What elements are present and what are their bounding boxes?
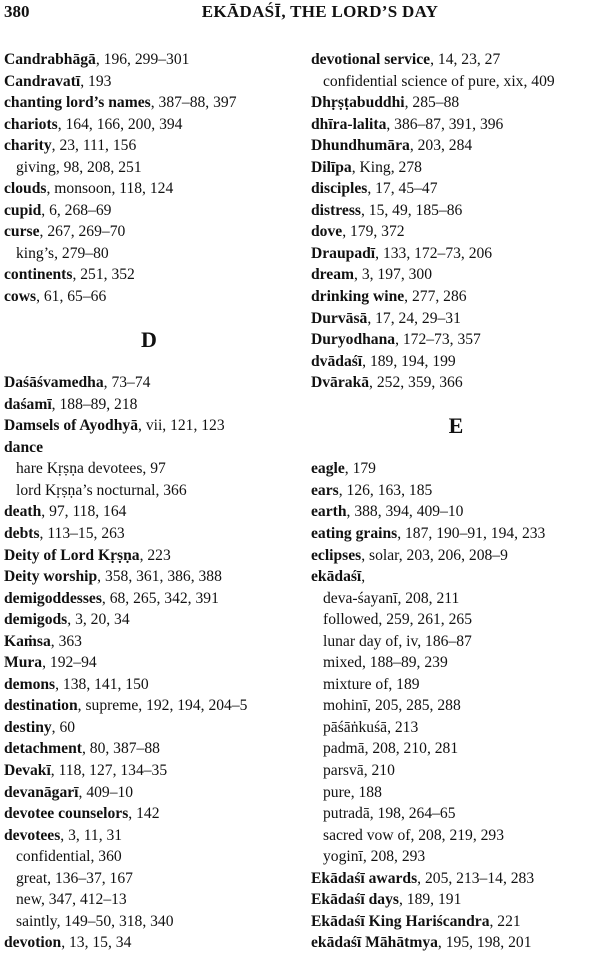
- index-entry: [4, 92, 294, 114]
- index-subentry: sacred vow of, 208, 219, 293: [323, 826, 505, 844]
- index-term: chariots: [4, 115, 58, 133]
- index-page-refs: , 68, 265, 342, 391: [101, 589, 219, 607]
- index-term: daśamī: [4, 395, 52, 413]
- index-subentry: confidential, 360: [16, 848, 122, 866]
- index-entry: [311, 135, 600, 157]
- index-page-refs: , 388, 394, 409–10: [346, 503, 464, 521]
- index-entry: [311, 49, 600, 71]
- index-page-refs: , 205, 213–14, 283: [417, 869, 535, 887]
- index-term: devotion: [4, 934, 62, 952]
- index-subentry: giving, 98, 208, 251: [16, 158, 142, 176]
- index-term: chanting lord’s names: [4, 94, 151, 112]
- index-term: dance: [4, 438, 43, 456]
- index-page-refs: , monsoon, 118, 124: [46, 180, 174, 198]
- index-term: dove: [311, 223, 343, 241]
- index-entry: [4, 652, 294, 674]
- index-term: Kaṁsa: [4, 632, 51, 650]
- index-page-refs: , 13, 15, 34: [61, 934, 132, 952]
- index-term: Candravatī: [4, 72, 81, 90]
- index-entry: [311, 501, 600, 523]
- index-term: devotee counselors: [4, 805, 129, 823]
- index-term: disciples: [311, 180, 368, 198]
- index-entry: [311, 308, 600, 330]
- index-page-refs: , 189, 191: [398, 891, 462, 909]
- index-subentry: mixture of, 189: [323, 675, 420, 693]
- index-entry: [311, 286, 600, 308]
- index-entry: [311, 221, 600, 243]
- index-term: death: [4, 503, 42, 521]
- index-entry: [311, 458, 600, 480]
- index-term: Damsels of Ayodhyā: [4, 417, 139, 435]
- index-term: cows: [4, 288, 37, 306]
- index-page-refs: , 133, 172–73, 206: [375, 244, 493, 262]
- index-page-refs: , 23, 111, 156: [51, 137, 137, 155]
- index-term: Dhundhumāra: [311, 137, 410, 155]
- index-page-refs: , 252, 359, 366: [369, 374, 463, 392]
- index-page-refs: , 409–10: [78, 783, 134, 801]
- index-page-refs: , 251, 352: [72, 266, 135, 284]
- section-letter-heading: D: [141, 326, 157, 352]
- index-page-refs: , 61, 65–66: [36, 288, 107, 306]
- index-subentry: king’s, 279–80: [16, 244, 109, 262]
- index-term: ekādaśī: [311, 568, 362, 586]
- index-page-refs: , 192–94: [42, 654, 97, 672]
- index-entry: [311, 157, 600, 179]
- index-entry: [4, 178, 294, 200]
- index-page-refs: , 126, 163, 185: [338, 481, 433, 499]
- index-subentry: lord Kṛṣṇa’s nocturnal, 366: [16, 481, 187, 499]
- index-page-refs: , 267, 269–70: [39, 223, 126, 241]
- index-entry: [311, 889, 600, 911]
- index-term: eagle: [311, 460, 345, 478]
- index-page-refs: , 73–74: [103, 374, 151, 392]
- index-term: Dvārakā: [311, 374, 370, 392]
- index-term: devanāgarī: [4, 783, 79, 801]
- index-term: Devakī: [4, 762, 51, 779]
- index-term: Mura: [4, 654, 43, 672]
- index-subentry: saintly, 149–50, 318, 340: [16, 912, 174, 930]
- index-term: Durvāsā: [311, 309, 368, 327]
- index-page-refs: , 138, 141, 150: [55, 675, 149, 693]
- index-page-refs: , 387–88, 397: [150, 94, 237, 112]
- index-term: Duryodhana: [311, 331, 396, 349]
- index-subentry: followed, 259, 261, 265: [323, 611, 472, 629]
- index-entry: [311, 566, 600, 588]
- index-entry: [4, 588, 294, 610]
- index-page-refs: , 3, 197, 300: [354, 266, 432, 284]
- index-entry: [4, 717, 294, 739]
- index-page-refs: , 179, 372: [342, 223, 405, 241]
- index-page-refs: , 14, 23, 27: [430, 51, 501, 68]
- index-term: Deity of Lord Kṛṣṇa: [4, 546, 140, 564]
- index-term: destination: [4, 697, 78, 715]
- index-page-refs: , 179: [344, 460, 376, 478]
- index-page-refs: , 164, 166, 200, 394: [57, 115, 183, 133]
- index-page-refs: , 189, 194, 199: [362, 352, 456, 370]
- index-entry: [4, 825, 294, 847]
- index-page-refs: , 3, 11, 31: [60, 826, 123, 844]
- index-term: distress: [311, 201, 361, 219]
- page-header: [0, 0, 600, 28]
- index-term: dvādaśī: [311, 352, 363, 370]
- index-page-refs: , 80, 387–88: [81, 740, 160, 758]
- index-subentry: confidential science of pure, xix, 409: [323, 72, 555, 90]
- index-entry: [311, 480, 600, 502]
- index-term: demons: [4, 675, 56, 693]
- index-entry: [311, 178, 600, 200]
- index-entry: [4, 501, 294, 523]
- index-term: cupid: [4, 201, 42, 219]
- index-page-refs: , 195, 198, 201: [437, 934, 532, 952]
- index-term: destiny: [4, 718, 52, 736]
- index-page-refs: ,: [361, 568, 366, 586]
- index-term: demigoddesses: [4, 589, 102, 607]
- index-column-right: [311, 49, 600, 954]
- index-entry: [4, 437, 294, 459]
- index-term: debts: [4, 524, 40, 542]
- index-entry: [311, 92, 600, 114]
- index-entry: [4, 114, 294, 136]
- index-term: Dhṛṣṭabuddhi: [311, 94, 405, 112]
- index-subentry: deva-śayanī, 208, 211: [323, 589, 460, 607]
- index-entry: [311, 114, 600, 136]
- index-term: earth: [311, 503, 347, 521]
- index-entry: [4, 782, 294, 804]
- index-page-refs: , 15, 49, 185–86: [360, 201, 463, 219]
- index-subentry: new, 347, 412–13: [16, 891, 127, 909]
- index-page-refs: , 6, 268–69: [41, 201, 112, 219]
- index-term: Ekādaśī King Hariścandra: [311, 912, 490, 930]
- index-term: devotees: [4, 826, 61, 844]
- index-page-refs: , 386–87, 391, 396: [386, 115, 504, 133]
- index-entry: [4, 545, 294, 567]
- index-page-refs: , 221: [489, 912, 521, 930]
- index-subentry: yoginī, 208, 293: [323, 848, 426, 866]
- index-page-refs: , King, 278: [351, 158, 422, 176]
- index-page-refs: , vii, 121, 123: [138, 417, 225, 435]
- index-page-refs: , 17, 24, 29–31: [367, 309, 461, 327]
- index-entry: [4, 49, 294, 71]
- index-page-refs: , 3, 20, 34: [67, 611, 130, 629]
- index-page-refs: , 358, 361, 386, 388: [97, 568, 222, 586]
- index-subentry: mixed, 188–89, 239: [323, 654, 448, 672]
- index-term: Ekādaśī awards: [311, 869, 418, 887]
- index-page-refs: , 363: [50, 632, 82, 650]
- index-entry: [311, 200, 600, 222]
- index-term: ekādaśī Māhātmya: [311, 934, 438, 952]
- index-page-refs: , 97, 118, 164: [41, 503, 127, 521]
- index-entry: [311, 329, 600, 351]
- index-term: Ekādaśī days: [311, 891, 399, 909]
- index-term: ears: [311, 481, 339, 499]
- index-term: eclipses: [311, 546, 362, 564]
- running-head-title: EKĀDAŚĪ, THE LORD’S DAY: [201, 2, 439, 21]
- index-subentry: pāśāṅkuśā, 213: [323, 718, 419, 736]
- index-entry: [311, 911, 600, 933]
- page-number: 380: [4, 2, 30, 21]
- index-page-refs: , 187, 190–91, 194, 233: [397, 524, 546, 542]
- index-term: charity: [4, 137, 52, 155]
- index-page-refs: , 193: [80, 72, 112, 90]
- index-page-refs: , 285–88: [404, 94, 460, 112]
- index-term: Candrabhāgā: [4, 51, 96, 68]
- section-letter-heading: E: [448, 412, 464, 438]
- index-term: detachment: [4, 740, 82, 758]
- index-entry: [4, 286, 294, 308]
- index-entry: [4, 609, 294, 631]
- index-subentry: putradā, 198, 264–65: [323, 805, 456, 823]
- index-entry: [4, 523, 294, 545]
- index-subentry: parsvā, 210: [323, 762, 395, 779]
- index-term: clouds: [4, 180, 47, 198]
- index-entry: [4, 200, 294, 222]
- index-term: Daśāśvamedha: [4, 374, 104, 392]
- index-entry: [4, 221, 294, 243]
- index-column-left: [4, 49, 294, 954]
- index-entry: [4, 264, 294, 286]
- index-entry: [311, 264, 600, 286]
- index-term: devotional service: [311, 51, 431, 68]
- index-term: dhīra-lalita: [311, 115, 387, 133]
- index-page-refs: , 113–15, 263: [39, 524, 125, 542]
- index-term: curse: [4, 223, 40, 241]
- index-entry: [4, 760, 294, 782]
- index-page-refs: , 60: [51, 718, 76, 736]
- index-page-refs: , 17, 45–47: [367, 180, 438, 198]
- index-page-refs: , solar, 203, 206, 208–9: [361, 546, 508, 564]
- index-term: continents: [4, 266, 73, 284]
- index-subentry: mohinī, 205, 285, 288: [323, 697, 461, 715]
- index-entry: [311, 932, 600, 954]
- index-subentry: lunar day of, iv, 186–87: [323, 632, 472, 650]
- index-subentry: padmā, 208, 210, 281: [323, 740, 459, 758]
- index-entry: [4, 738, 294, 760]
- index-entry: [311, 243, 600, 265]
- index-entry: [4, 394, 294, 416]
- index-entry: [4, 932, 294, 954]
- index-page-refs: , 277, 286: [404, 288, 467, 306]
- index-term: drinking wine: [311, 288, 405, 306]
- index-entry: [4, 631, 294, 653]
- index-entry: [4, 695, 294, 717]
- index-page-refs: , 196, 299–301: [95, 51, 190, 68]
- index-entry: [311, 523, 600, 545]
- index-term: eating grains: [311, 524, 398, 542]
- index-page-refs: , 172–73, 357: [395, 331, 481, 349]
- index-page-refs: , 118, 127, 134–35: [50, 762, 168, 779]
- index-term: dream: [311, 266, 355, 284]
- index-entry: [311, 868, 600, 890]
- index-page-refs: , 223: [139, 546, 171, 564]
- index-entry: [4, 135, 294, 157]
- index-subentry: hare Kṛṣṇa devotees, 97: [16, 460, 166, 478]
- index-subentry: pure, 188: [323, 783, 382, 801]
- index-entry: [4, 803, 294, 825]
- index-entry: [311, 545, 600, 567]
- index-entry: [4, 415, 294, 437]
- index-entry: [311, 372, 600, 394]
- index-entry: [311, 351, 600, 373]
- index-page-refs: , 203, 284: [409, 137, 473, 155]
- index-entry: [4, 71, 294, 93]
- index-term: Dilīpa: [311, 158, 352, 176]
- index-entry: [4, 372, 294, 394]
- index-entry: [4, 674, 294, 696]
- index-term: demigods: [4, 611, 68, 629]
- index-subentry: great, 136–37, 167: [16, 869, 133, 887]
- index-term: Draupadī: [311, 244, 376, 262]
- index-term: Deity worship: [4, 568, 98, 586]
- index-page-refs: , supreme, 192, 194, 204–5: [77, 697, 248, 715]
- index-page-refs: , 142: [128, 805, 160, 823]
- index-page-refs: , 188–89, 218: [51, 395, 138, 413]
- index-entry: [4, 566, 294, 588]
